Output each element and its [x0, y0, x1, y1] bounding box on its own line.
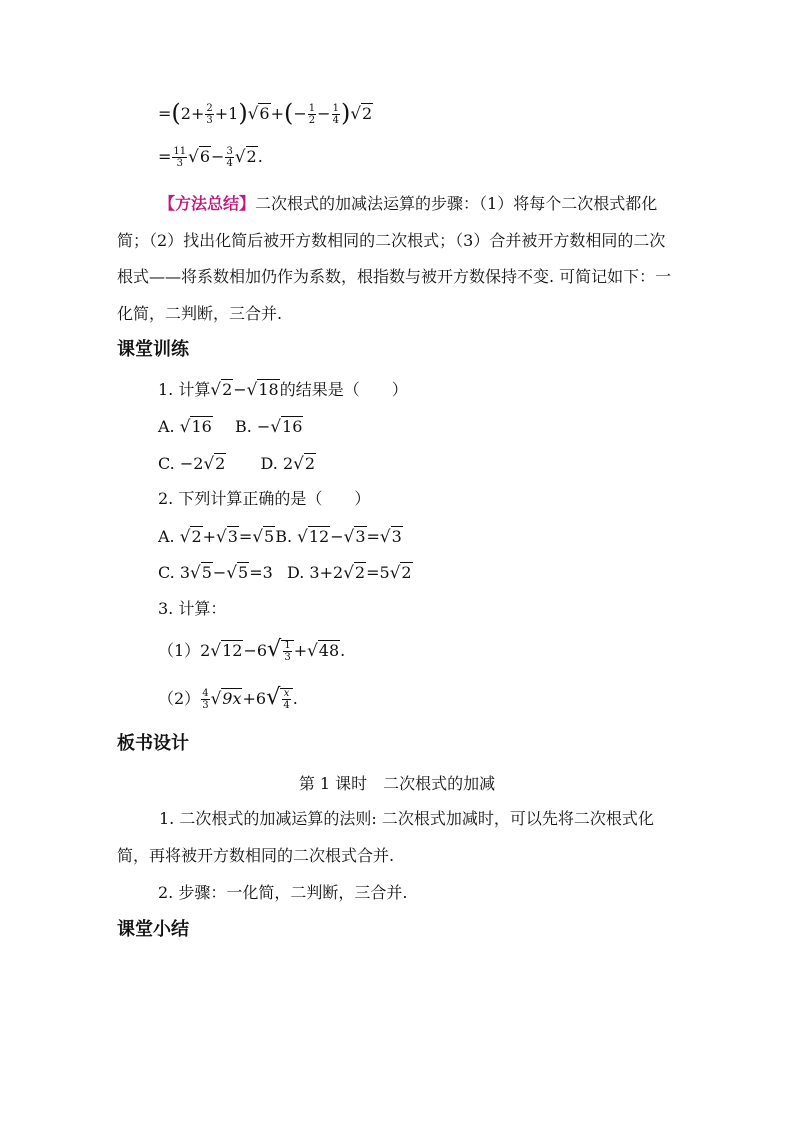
paren-right: ): [238, 99, 248, 127]
radical: √48: [307, 640, 340, 660]
option-c[interactable]: C. −2√2: [158, 453, 226, 473]
option-d[interactable]: D. 2√2: [260, 453, 316, 473]
section-heading-board: 板书设计: [117, 733, 189, 754]
calc-line-1: =(2+ $\frac{2}{3}$ +1)√6+(− $\frac{1}{2}$ − $\frac{1}{4}$ )√2: [158, 99, 373, 127]
radical: √2: [179, 526, 202, 546]
radical: √12: [297, 526, 330, 546]
question-1-options-ab: [158, 415, 303, 438]
radical: √ $\frac{1}{3}$: [267, 638, 294, 663]
radical: √2: [234, 146, 257, 166]
radical: √5: [190, 562, 212, 582]
option-c[interactable]: C. 3√5−√5=3: [158, 562, 273, 582]
board-item-1: 1. 二次根式的加减运算的法则: 二次根式加减时，可以先将二次根式化简，再将被开方数相同的二次根式合并.: [117, 809, 654, 865]
radical: √3: [379, 526, 402, 546]
fraction: $\frac{4}{3}$: [202, 688, 209, 711]
term: 2+: [180, 104, 205, 123]
radical: √16: [179, 416, 212, 436]
option-b[interactable]: B. −√16: [234, 416, 303, 436]
radical: √6: [188, 146, 211, 166]
radical: √3: [216, 526, 238, 546]
board-item-2: 2. 步骤：一化简，二判断，三合并.: [158, 883, 408, 902]
radical: √2: [350, 103, 373, 123]
calc-line-2: = $\frac{11}{3}$ √6− $\frac{3}{4}$ √2.: [158, 146, 263, 169]
paren-left: (: [284, 99, 294, 127]
option-a[interactable]: A. √2+√3=√5: [158, 526, 275, 546]
question-3-part-2: （2） $\frac{4}{3}$ √9x+6√ $\frac{x}{4}$ .: [158, 684, 298, 711]
radical: √2: [203, 453, 226, 473]
method-summary-text: 二次根式的加减法运算的步骤：（1）将每个二次根式都化简；（2）找出化简后被开方数相同的二次根式；（3）合并被开方数相同的二次根式——将系数相加仍作为系数，根指数与被开方数保持不变. 可简记如下：一化简，二判断，三合并.: [117, 194, 672, 323]
radical: √6: [247, 103, 270, 123]
radical: √ $\frac{x}{4}$: [266, 686, 293, 711]
term: +1: [214, 104, 239, 123]
radical: √2: [343, 562, 366, 582]
method-summary-tag: 【方法总结】: [159, 194, 256, 213]
option-a[interactable]: A. √16: [158, 416, 212, 436]
fraction: $\frac{1}{4}$: [332, 103, 339, 126]
equals-sign: =: [158, 104, 172, 123]
radical: √12: [210, 640, 243, 660]
radical: √2: [293, 453, 316, 473]
question-2-stem: 2. 下列计算正确的是（ ）: [158, 489, 371, 508]
radical: √5: [226, 562, 249, 582]
question-3-stem: 3. 计算：: [158, 599, 227, 618]
question-2-options-cd: [158, 561, 413, 584]
radical: √9x: [210, 688, 242, 708]
option-b[interactable]: B. √12−√3=√3: [275, 526, 402, 546]
board-title: 第 1 课时 二次根式的加减: [298, 774, 496, 793]
section-heading-training: 课堂训练: [117, 339, 189, 360]
question-2-options-ab: [158, 525, 403, 548]
radical: √3: [343, 526, 366, 546]
fraction: $\frac{1}{2}$: [308, 103, 316, 126]
fraction: $\frac{1}{3}$: [284, 640, 291, 663]
question-1-options-cd: [158, 452, 316, 475]
question-1-stem: 1. 计算√2−√18的结果是（ ）: [158, 379, 408, 399]
paren-left: (: [171, 99, 181, 127]
radical: √2: [389, 562, 412, 582]
equals-sign: =: [158, 147, 172, 166]
option-d[interactable]: D. 3+2√2=5√2: [287, 562, 412, 582]
radical: √5: [252, 526, 275, 546]
paren-right: ): [340, 99, 351, 127]
section-heading-summary: 课堂小结: [117, 919, 189, 940]
question-3-part-1: （1）2√12−6√ $\frac{1}{3}$ +√48.: [158, 636, 346, 663]
radical: √18: [246, 379, 279, 399]
radical: √2: [210, 379, 233, 399]
method-summary: [117, 186, 677, 332]
radical: √16: [270, 416, 303, 436]
fraction: $\frac{3}{4}$: [226, 146, 233, 169]
fraction: $\frac{11}{3}$: [173, 146, 187, 169]
fraction: $\frac{x}{4}$: [283, 688, 290, 711]
plus-sign: +: [270, 104, 285, 123]
fraction: $\frac{2}{3}$: [206, 103, 213, 126]
